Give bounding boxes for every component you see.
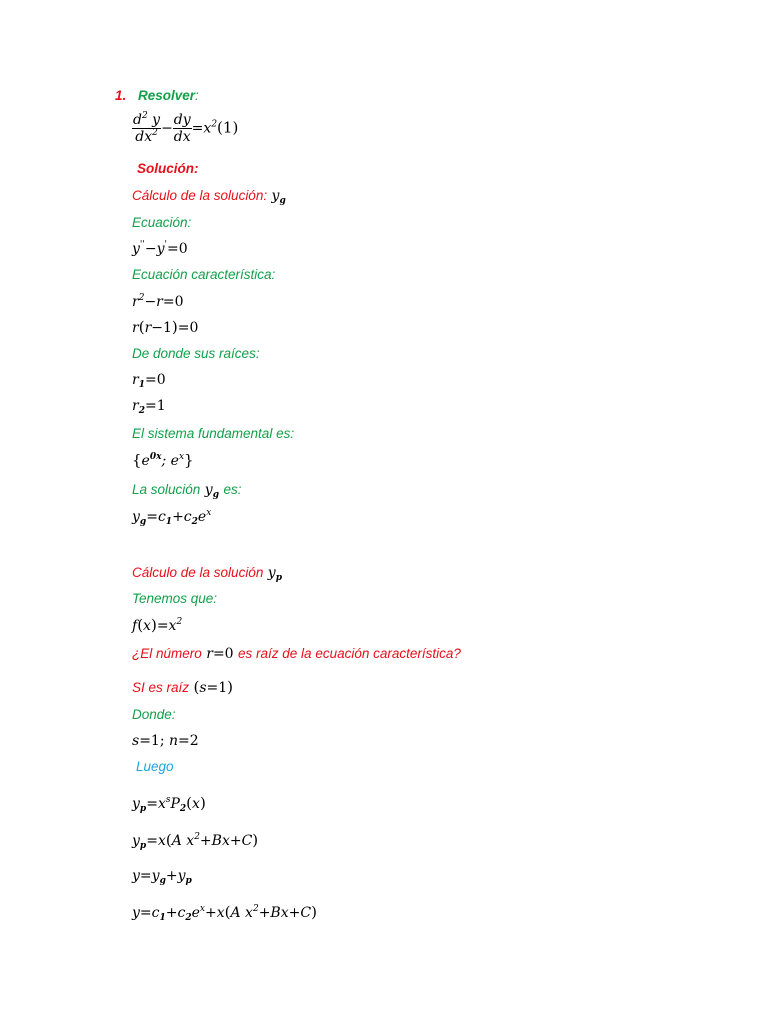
equation-heading: Ecuación:	[132, 215, 192, 230]
problem-title-colon: :	[195, 88, 199, 103]
calc-yp-text: Cálculo de la solución	[132, 565, 264, 580]
second-derivative-fraction: $\frac{d^2 y}{dx^2}$	[133, 111, 161, 145]
main-equation: $\frac{d^2 y}{dx^2}$ − $\frac{dy}{dx}$ $=x^2(1)$	[133, 111, 239, 145]
complete-solution: $y=c_1+c_2e^x+x(A$ $x^2+Bx+C$)	[132, 903, 317, 923]
luego-heading: Luego	[136, 759, 174, 774]
complete-solution-form: $y=y_g+y_p$	[132, 868, 192, 886]
solution-heading: Solución:	[137, 161, 199, 176]
general-solution-heading: La solución $y_g$ es:	[132, 482, 242, 500]
characteristic-factored: r(r−1)=0	[132, 318, 199, 336]
root-1: $r_1=0$	[132, 372, 166, 390]
roots-heading: De donde sus raíces:	[132, 346, 260, 361]
fundamental-system-heading: El sistema fundamental es:	[132, 426, 295, 441]
donde-heading: Donde:	[132, 707, 176, 722]
question-end-text: es raíz de la ecuación característica?	[238, 646, 461, 661]
calc-yg-text: Cálculo de la solución:	[132, 188, 268, 203]
is-root-statement: SI es raíz (s=1)	[132, 678, 234, 696]
root-2: $r_2=1$	[132, 398, 166, 416]
problem-title-text: Resolver	[138, 88, 196, 103]
general-solution: $y_g=c_1+c_2e^x$	[132, 508, 212, 527]
la-solucion-end-text: es:	[223, 482, 242, 497]
si-es-raiz-text: SI es raíz	[132, 680, 190, 695]
s-n-values: s=1; n=2	[132, 733, 199, 749]
calc-yg-heading: Cálculo de la solución: $y_g$	[132, 188, 286, 206]
equation-number: (1)	[217, 118, 239, 137]
root-question: ¿El número r=0 es raíz de la ecuación característica?	[132, 646, 461, 662]
question-start-text: ¿El número	[132, 646, 202, 661]
characteristic-equation: $r^2-r=0$	[132, 293, 184, 310]
first-derivative-fraction: $\frac{dy}{dx}$	[173, 112, 191, 145]
particular-solution-expanded: $y_p=x(A$ $x^2+Bx+C$)	[132, 831, 259, 851]
problem-number: 1.	[115, 88, 127, 103]
characteristic-heading: Ecuación característica:	[132, 267, 276, 282]
la-solucion-text: La solución	[132, 482, 201, 497]
fundamental-system: {$e^{0x}$; $e^x$}	[132, 451, 194, 469]
particular-solution-form: $y_p=x^sP_2(x)$	[132, 794, 206, 814]
problem-title	[138, 89, 199, 103]
forcing-function: $f(x)=x^2$	[132, 616, 183, 634]
homogeneous-equation: y''−y'=0	[132, 240, 188, 257]
calc-yp-heading: Cálculo de la solución $y_p$	[132, 565, 283, 583]
tenemos-heading: Tenemos que:	[132, 591, 218, 606]
